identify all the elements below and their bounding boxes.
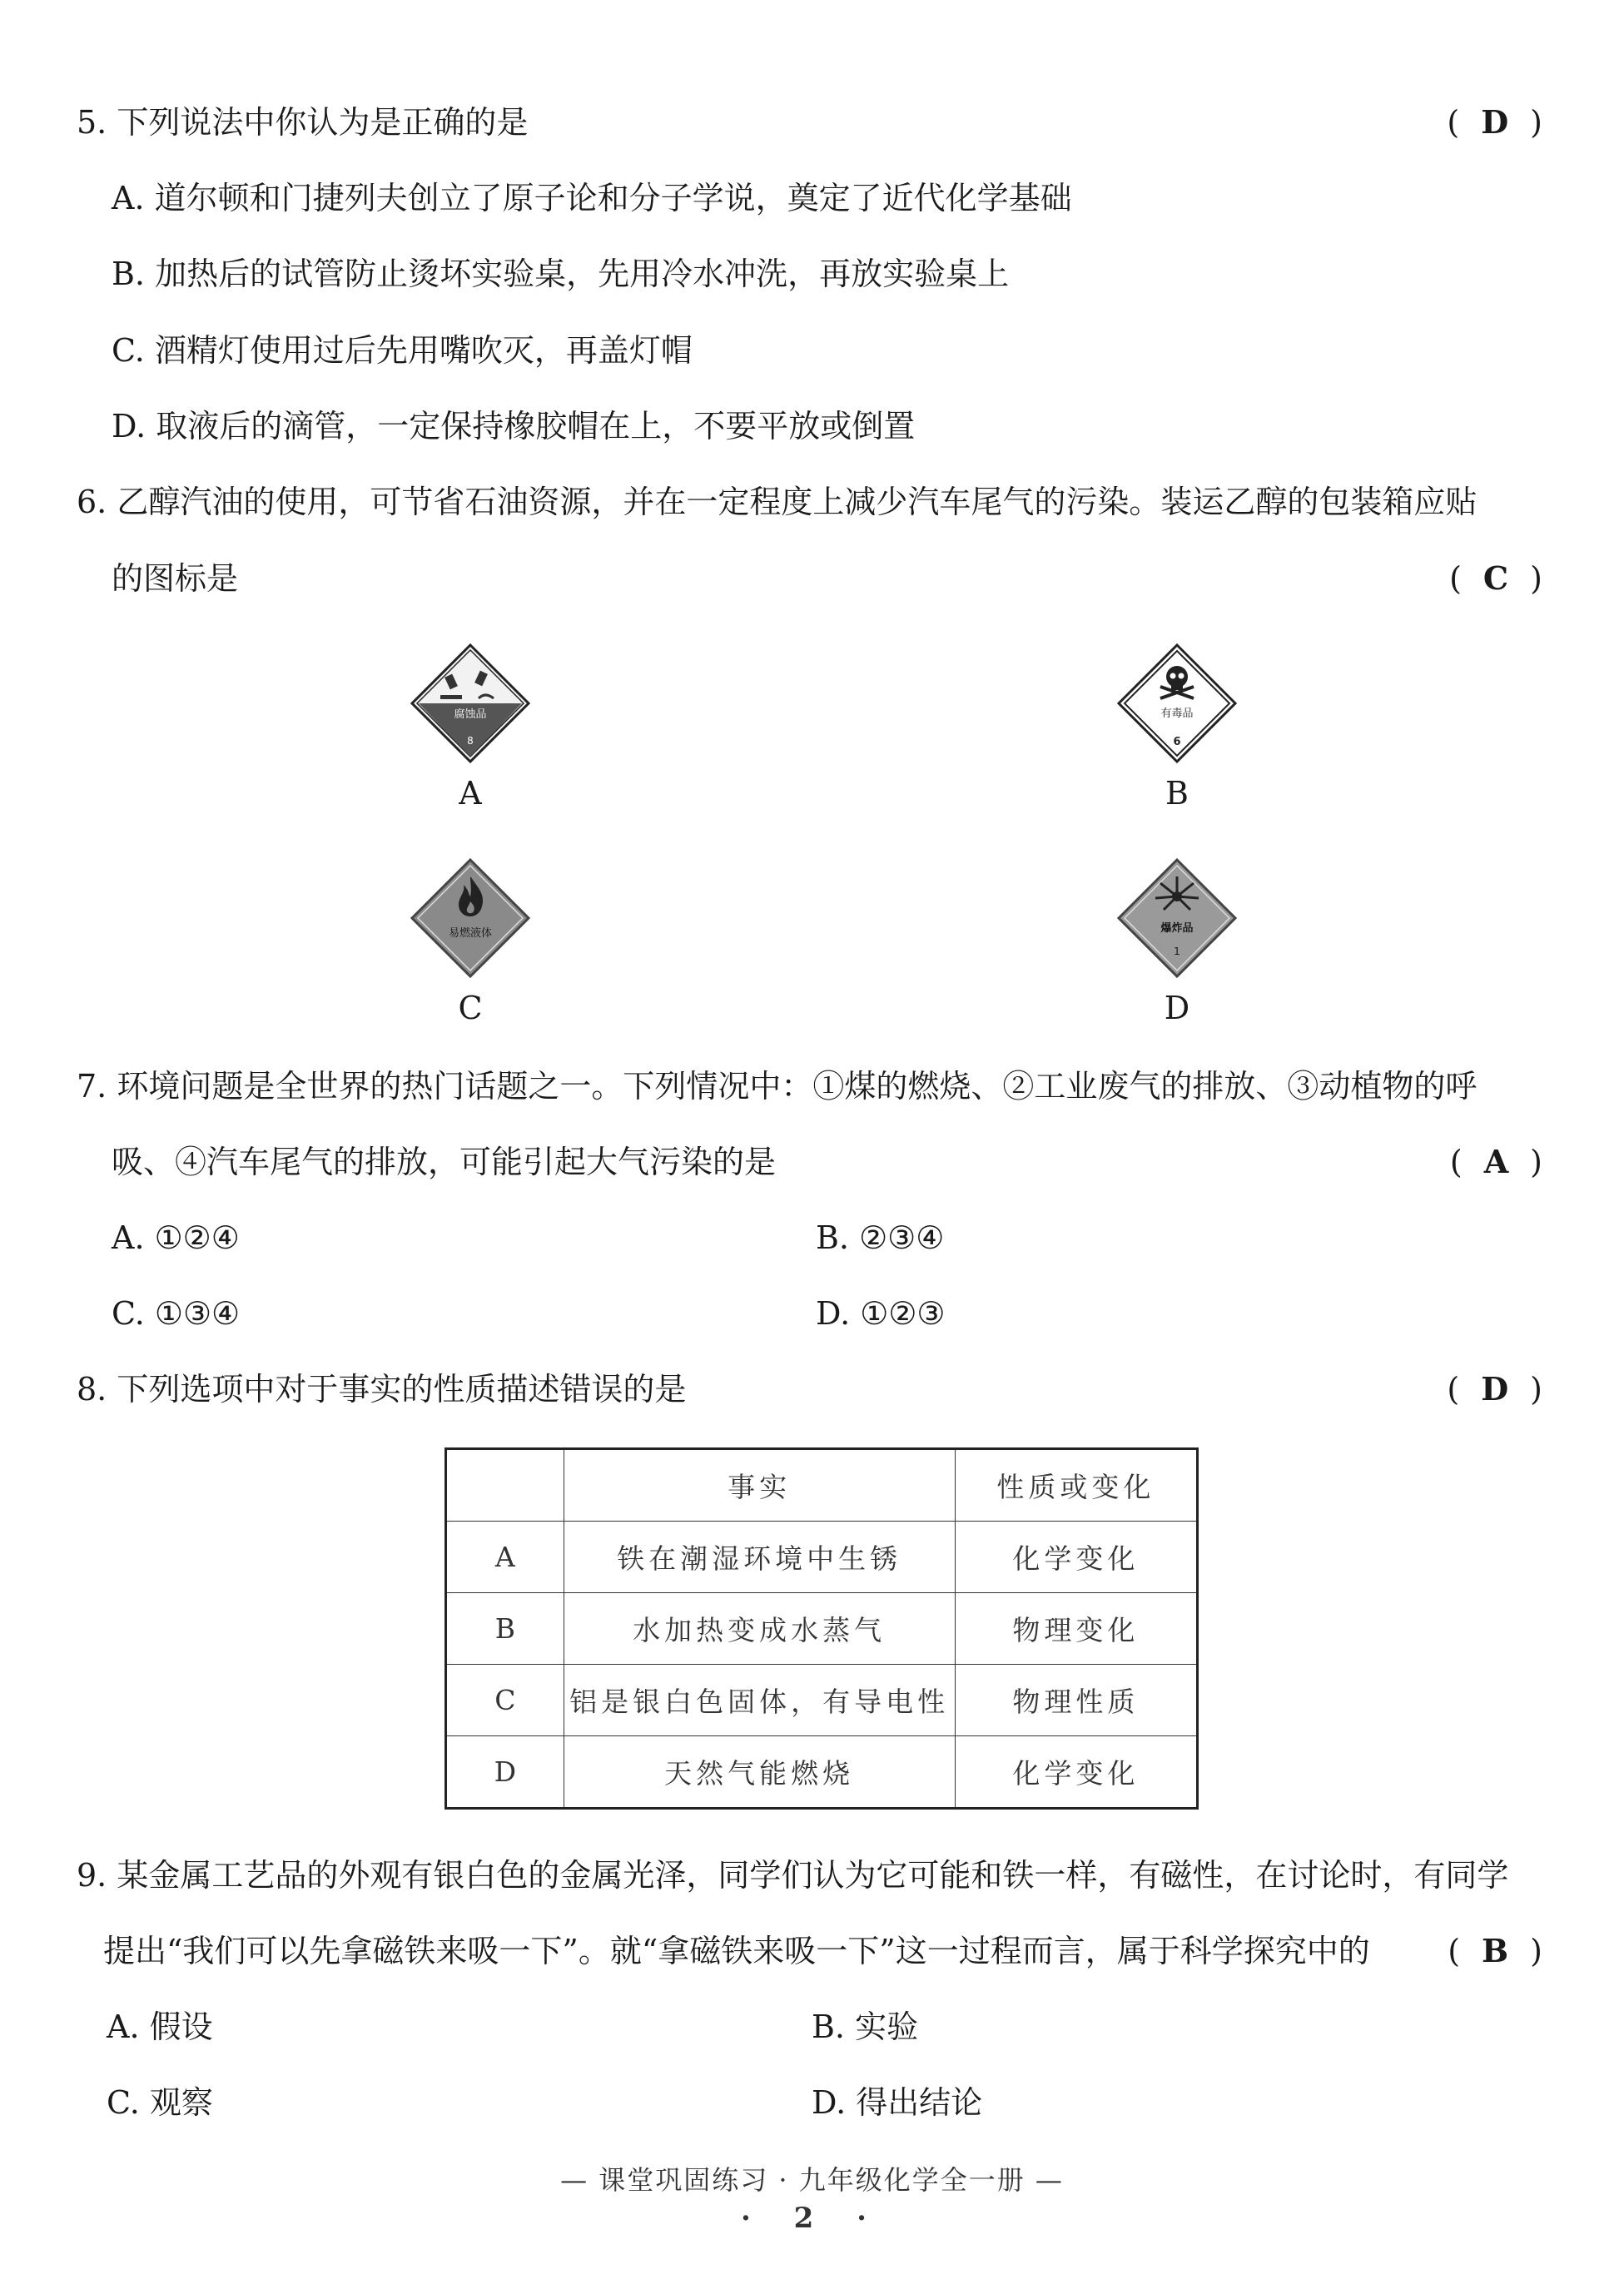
q6-answer-letter: C — [1482, 559, 1509, 597]
table-row — [446, 1522, 1198, 1593]
q5-option-d: D. 取液后的滴管，一定保持橡胶帽在上，不要平放或倒置 — [112, 408, 916, 444]
q7-option-a: A. ①②④ — [112, 1219, 240, 1256]
q7-answer: ( A ) — [1449, 1143, 1542, 1180]
q8-stem: 8. 下列选项中对于事实的性质描述错误的是 — [77, 1371, 687, 1408]
q7-option-d: D. ①②③ — [816, 1295, 946, 1332]
q7-option-b: B. ②③④ — [816, 1219, 945, 1256]
table-cell: A — [446, 1522, 564, 1593]
sign-a-class: 8 — [467, 735, 474, 747]
q9-option-c: C. 观察 — [107, 2084, 213, 2121]
table-header-cell — [446, 1449, 564, 1522]
q6-stem-line2: 的图标是 — [112, 560, 239, 597]
facts-table — [444, 1447, 1199, 1810]
q5-answer: ( D ) — [1447, 103, 1542, 141]
sign-d-class: 1 — [1174, 946, 1180, 957]
table-row — [446, 1593, 1198, 1665]
table-cell: 天然气能燃烧 — [564, 1736, 955, 1809]
flammable-liquid-sign-icon — [410, 858, 530, 978]
sign-a-label: 腐蚀品 — [454, 708, 487, 721]
page-number: · 2 · — [740, 2202, 883, 2235]
table-cell: 化学变化 — [955, 1736, 1197, 1809]
table-cell: 化学变化 — [955, 1522, 1197, 1593]
sign-a-letter: A — [459, 775, 482, 812]
corrosive-sign-icon — [410, 643, 530, 763]
q9-stem-line2: 提出“我们可以先拿磁铁来吸一下”。就“拿磁铁来吸一下”这一过程而言，属于科学探究中的 — [103, 1933, 1370, 1969]
sign-c-letter: C — [458, 990, 483, 1026]
sign-b-label: 有毒品 — [1160, 708, 1194, 720]
sign-b-class: 6 — [1173, 736, 1181, 748]
q5-option-b: B. 加热后的试管防止烫坏实验桌，先用冷水冲洗，再放实验桌上 — [112, 256, 1010, 292]
table-cell: 物理变化 — [955, 1593, 1197, 1665]
q5-option-a: A. 道尔顿和门捷列夫创立了原子论和分子学说，奠定了近代化学基础 — [112, 180, 1072, 216]
q6-answer: ( C ) — [1449, 559, 1542, 597]
q5-stem: 5. 下列说法中你认为是正确的是 — [77, 104, 529, 141]
table-cell: B — [446, 1593, 564, 1665]
table-cell: 水加热变成水蒸气 — [564, 1593, 955, 1665]
q9-option-b: B. 实验 — [812, 2008, 919, 2045]
table-row — [446, 1665, 1198, 1736]
table-header-cell: 事实 — [564, 1449, 955, 1522]
q9-option-d: D. 得出结论 — [812, 2084, 983, 2121]
q8-answer: ( D ) — [1447, 1370, 1542, 1408]
sign-d-letter: D — [1164, 990, 1190, 1026]
table-cell: 物理性质 — [955, 1665, 1197, 1736]
q9-answer: ( B ) — [1448, 1932, 1542, 1969]
table-header-row — [446, 1449, 1198, 1522]
footer-title: — 课堂巩固练习 · 九年级化学全一册 — — [560, 2164, 1064, 2196]
table-cell: C — [446, 1665, 564, 1736]
sign-c-label: 易燃液体 — [448, 927, 493, 940]
q6-stem-line1: 6. 乙醇汽油的使用，可节省石油资源，并在一定程度上减少汽车尾气的污染。装运乙醇的包装箱应贴 — [77, 484, 1477, 520]
table-cell: 铝是银白色固体，有导电性 — [564, 1665, 955, 1736]
sign-b-letter: B — [1165, 775, 1189, 812]
table-row — [446, 1736, 1198, 1809]
sign-d-label: 爆炸品 — [1160, 922, 1194, 935]
q7-stem-line2: 吸、④汽车尾气的排放，可能引起大气污染的是 — [112, 1144, 777, 1180]
q7-stem-line1: 7. 环境问题是全世界的热门话题之一。下列情况中：①煤的燃烧、②工业废气的排放、③动植物的呼 — [77, 1068, 1477, 1105]
table-cell: D — [446, 1736, 564, 1809]
q7-answer-letter: A — [1483, 1143, 1509, 1180]
explosive-sign-icon — [1117, 858, 1237, 978]
q5-option-c: C. 酒精灯使用过后先用嘴吹灭，再盖灯帽 — [112, 332, 693, 369]
q9-option-a: A. 假设 — [107, 2008, 213, 2045]
q9-answer-letter: B — [1482, 1932, 1509, 1969]
toxic-skull-sign-icon — [1117, 643, 1237, 763]
q5-answer-letter: D — [1481, 103, 1509, 141]
q8-answer-letter: D — [1481, 1370, 1509, 1408]
table-cell: 铁在潮湿环境中生锈 — [564, 1522, 955, 1593]
q9-stem-line1: 9. 某金属工艺品的外观有银白色的金属光泽，同学们认为它可能和铁一样，有磁性，在讨论时，有同学 — [77, 1857, 1509, 1894]
table-header-cell: 性质或变化 — [955, 1449, 1197, 1522]
q7-option-c: C. ①③④ — [112, 1295, 241, 1332]
